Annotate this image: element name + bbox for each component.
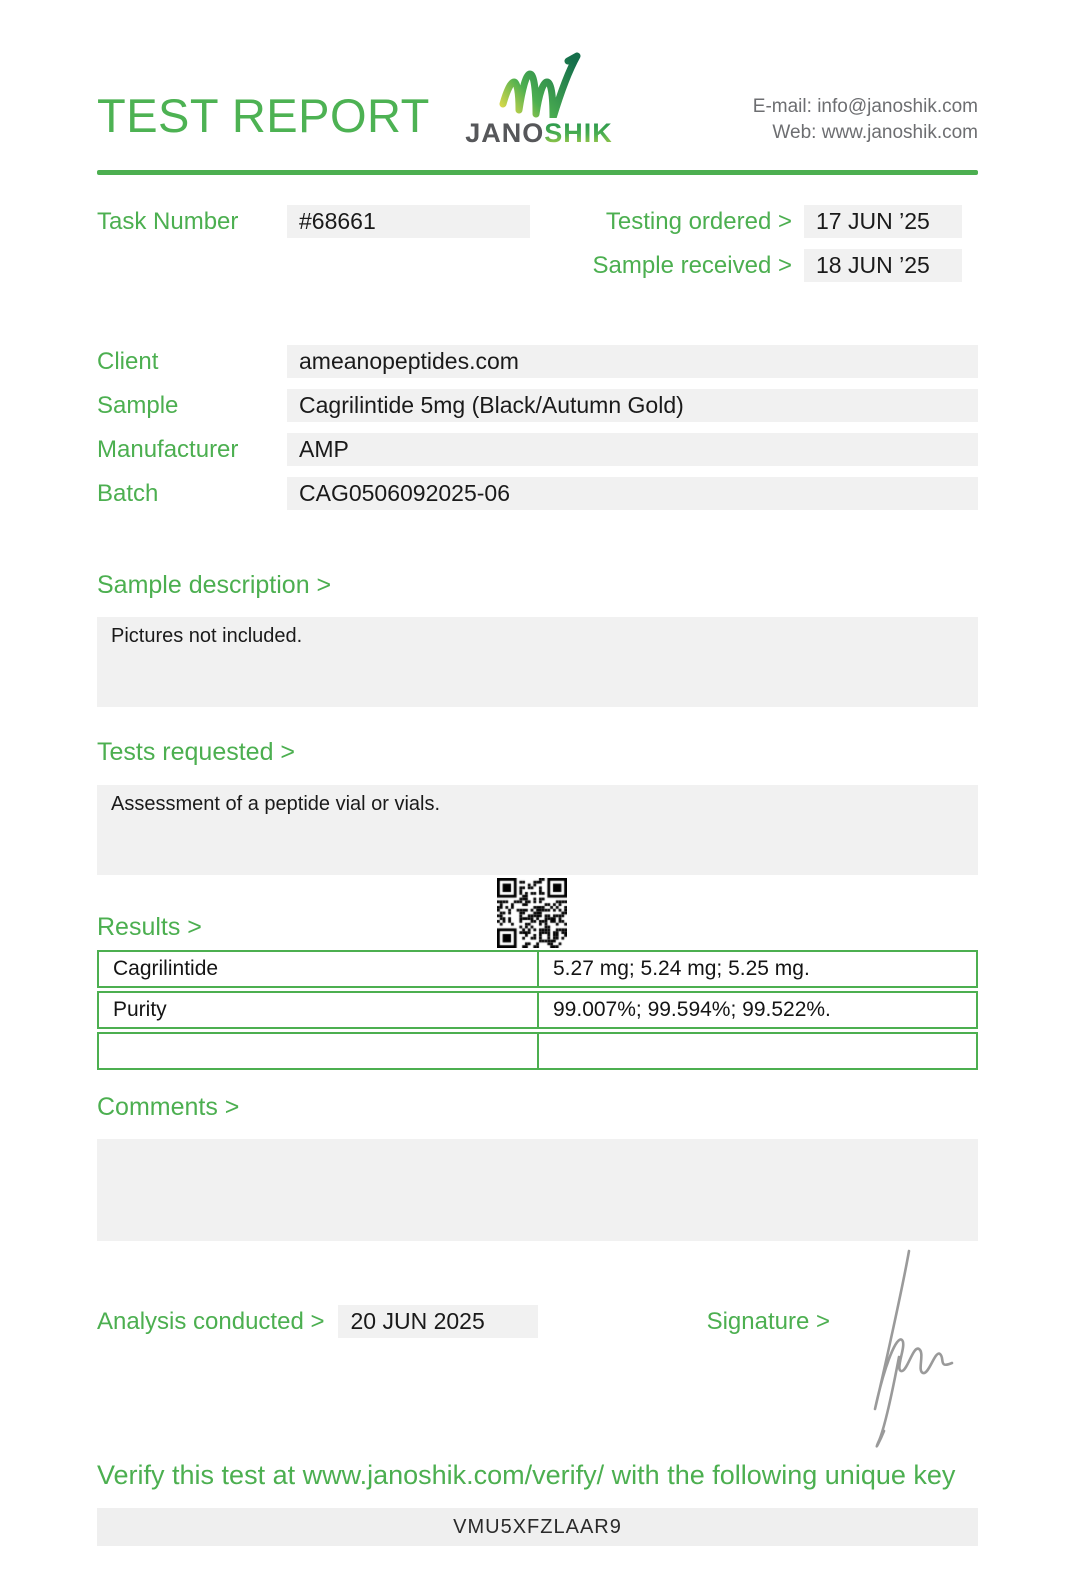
page-title: TEST REPORT — [97, 89, 430, 142]
testing-ordered-value: 17 JUN ’25 — [804, 205, 962, 238]
batch-label: Batch — [97, 480, 159, 507]
result-value: 5.27 mg; 5.24 mg; 5.25 mg. — [553, 957, 810, 980]
meta-section — [97, 205, 978, 282]
comments-box — [97, 1139, 978, 1241]
details-section — [97, 345, 978, 510]
email-label: E-mail: — [752, 96, 812, 117]
sample-description-heading: Sample description > — [97, 571, 332, 599]
contact-info — [753, 94, 978, 146]
detail-row-batch — [97, 477, 978, 510]
unique-key-value: VMU5XFZLAAR9 — [97, 1508, 978, 1546]
client-label: Client — [97, 348, 159, 375]
signature-label: Signature > — [706, 1308, 830, 1335]
results-heading: Results > — [97, 913, 202, 941]
tests-requested-heading: Tests requested > — [97, 738, 296, 766]
analysis-conducted-label: Analysis conducted > — [97, 1308, 325, 1335]
web-line — [753, 120, 978, 146]
result-name — [99, 1034, 539, 1068]
task-number-label: Task Number — [97, 208, 239, 235]
web-label: Web: — [772, 122, 817, 143]
janoshik-logo — [449, 44, 629, 147]
sample-received-value: 18 JUN ’25 — [804, 249, 962, 282]
testing-ordered-row — [587, 205, 962, 238]
result-name: Cagrilintide — [99, 952, 539, 986]
email-value: info@janoshik.com — [817, 96, 978, 117]
sample-received-row — [587, 249, 962, 282]
analysis-date-value: 20 JUN 2025 — [338, 1305, 538, 1338]
detail-row-sample — [97, 389, 978, 422]
tests-requested-box: Assessment of a peptide vial or vials. — [97, 785, 978, 875]
report-header — [97, 0, 978, 170]
task-number-value: #68661 — [287, 205, 530, 238]
detail-row-client — [97, 345, 978, 378]
verify-instruction: Verify this test at www.janoshik.com/verify/ with the following unique key — [97, 1460, 956, 1490]
sample-description-box: Pictures not included. — [97, 617, 978, 707]
manufacturer-label: Manufacturer — [97, 436, 239, 463]
table-row — [97, 1032, 978, 1070]
result-name: Purity — [99, 993, 539, 1027]
sample-received-label: Sample received > — [592, 252, 792, 279]
detail-row-manufacturer — [97, 433, 978, 466]
results-header-area — [97, 875, 978, 950]
table-row — [97, 991, 978, 1029]
logo-chart-icon — [493, 44, 585, 118]
qr-code — [497, 878, 567, 948]
header-divider — [97, 170, 978, 175]
sample-value: Cagrilintide 5mg (Black/Autumn Gold) — [287, 389, 978, 422]
brand-shik: SHIK — [544, 118, 613, 148]
sample-label: Sample — [97, 392, 179, 419]
batch-value: CAG0506092025-06 — [287, 477, 978, 510]
task-number-row — [97, 205, 530, 282]
table-row — [97, 950, 978, 988]
manufacturer-value: AMP — [287, 433, 978, 466]
brand-name — [449, 120, 629, 147]
testing-ordered-label: Testing ordered > — [605, 208, 792, 235]
comments-heading: Comments > — [97, 1093, 240, 1121]
email-line — [753, 94, 978, 120]
brand-jano: JANO — [465, 118, 545, 148]
result-value — [539, 1034, 976, 1068]
result-value: 99.007%; 99.594%; 99.522%. — [553, 998, 831, 1021]
signature-scribble — [845, 1243, 963, 1458]
results-table — [97, 950, 978, 1070]
dates-column — [587, 205, 962, 282]
client-value: ameanopeptides.com — [287, 345, 978, 378]
web-value: www.janoshik.com — [821, 122, 978, 143]
